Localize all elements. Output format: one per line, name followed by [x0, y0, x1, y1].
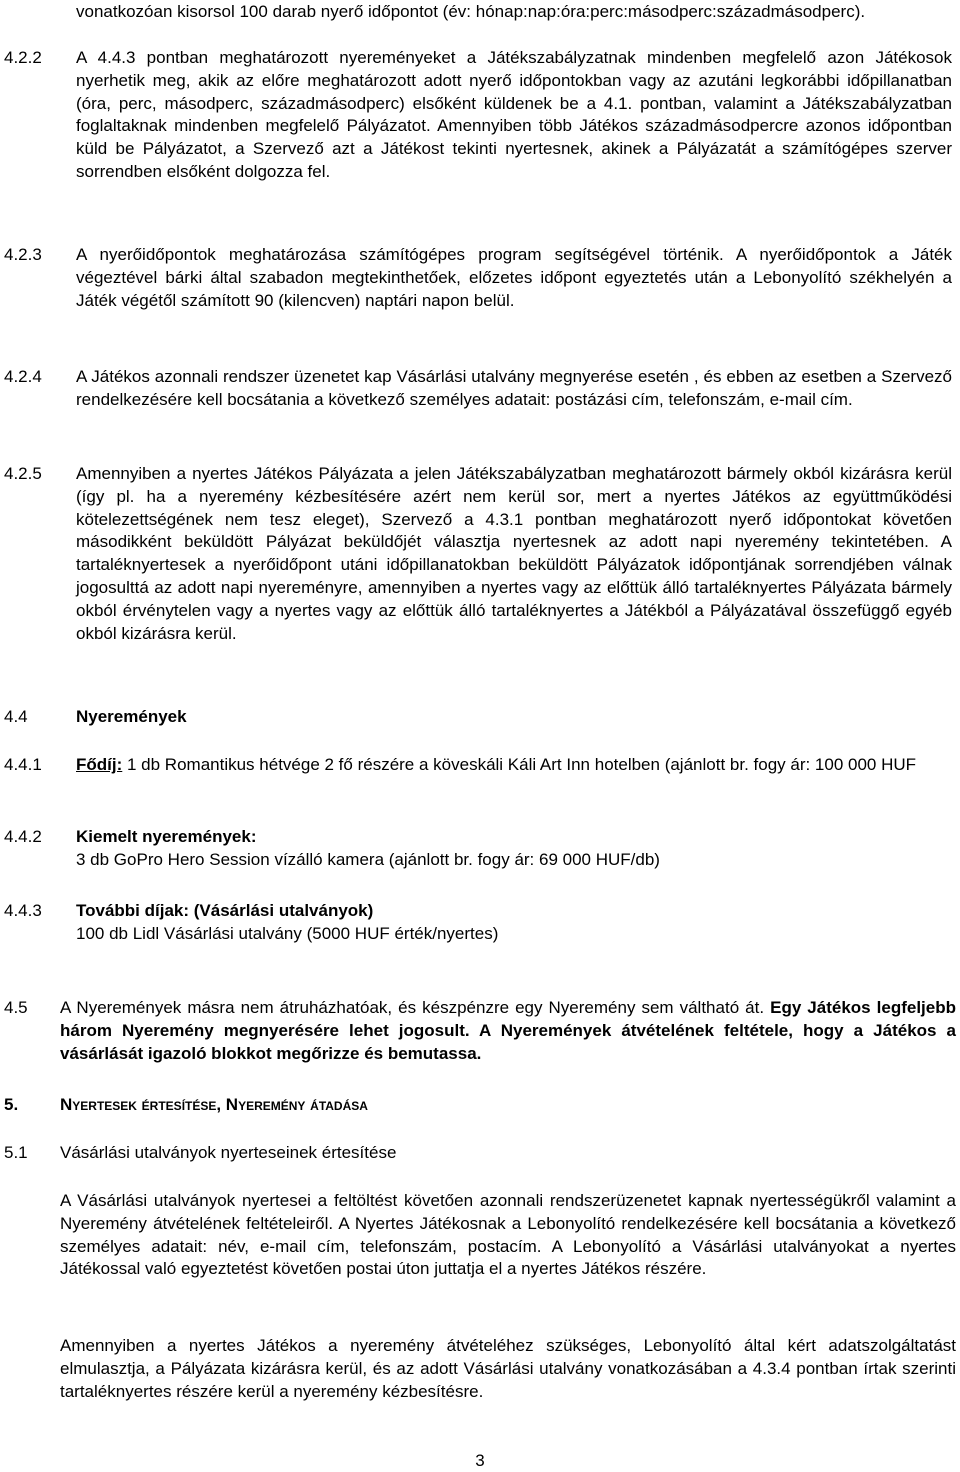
- featured-prizes-label: Kiemelt nyeremények:: [76, 827, 257, 846]
- section-number: 4.4: [4, 707, 28, 726]
- section-number: 5.1: [4, 1143, 28, 1162]
- section-5-1-heading: Vásárlási utalványok nyerteseinek értesítése: [60, 1143, 397, 1162]
- section-4-5-text: [60, 997, 956, 1065]
- section-number: 4.4.1: [4, 755, 42, 774]
- main-prize-label: Fődíj:: [76, 755, 123, 774]
- section-number: 4.4.2: [4, 827, 42, 846]
- section-4-4-heading: Nyeremények: [76, 707, 187, 726]
- additional-prizes-text: 100 db Lidl Vásárlási utalvány (5000 HUF érték/nyertes): [76, 923, 499, 943]
- continuation-text: vonatkozóan kisorsol 100 darab nyerő időpontot (év: hónap:nap:óra:perc:másodperc:századmásodperc).: [76, 2, 866, 21]
- section-4-5-plain: A Nyeremények másra nem átruházhatóak, és készpénzre egy Nyeremény sem váltható át.: [60, 998, 771, 1017]
- section-4-4-2-text: [76, 826, 936, 872]
- section-5-1-paragraph-1: A Vásárlási utalványok nyertesei a feltöltést követően azonnali rendszerüzenetet kapnak nyertességükről valamint a Nyeremény átvételének feltételeiről. A Nyertes Játékosnak a Lebonyolító rendelkezésére kell bocsátania a következő személyes adatait: név, e-mail cím, telefonszám, postacím. A Lebonyolító a Vásárlási utalványokat a nyertes Játékossal való egyeztetést követően postai úton juttatja el a nyertes Játékos részére.: [60, 1191, 956, 1279]
- section-4-2-3-text: A nyerőidőpontok meghatározása számítógépes program segítségével történik. A nyerőidőpontok a Játék végeztével bárki által szabadon megtekinthetőek, előzetes időpont egyeztetés után a Lebonyolító székhelyén a Játék végétől számított 90 (kilencven) naptári napon belül.: [76, 245, 952, 310]
- section-4-2-2-text: A 4.4.3 pontban meghatározott nyereményeket a Játékszabályzatnak mindenben megfelelő azon Játékosok nyerhetik meg, akik az előre meghatározott adott nyerő időpontokban vagy az azutáni legkorábbi időpillanatban (óra, perc, másodperc, századmásodperc) elsőként küldenek be a 4.1. pontban, valamint a Játékszabályzatban foglaltaknak mindenben megfelelő Pályázatot. Amennyiben több Játékos századmásodpercre azonos időpontban küld be Pályázatot, a Szervező azt a Játékost tekinti nyertesnek, akinek a Pályázatát a számítógépes szerver sorrendben elsőként dolgozza fel.: [76, 48, 952, 181]
- section-4-2-5-text: Amennyiben a nyertes Játékos Pályázata a jelen Játékszabályzatban meghatározott bármely okból kizárásra kerül (így pl. ha a nyeremény kézbesítésére azért nem kerül sor, mert a nyertes Játékos az együttműködési kötelezettségének nem tesz eleget), Szervező a 4.3.1 pontban meghatározott nyerő időpontokat követően másodikként beküldött Pályázat beküldőjét választja nyertesnek az adott napi nyeremény tekintetében. A tartaléknyertesek a nyerőidőpont utáni időpillanatokban beküldött Pályázatok időpontjának sorrendjében válnak jogosulttá az adott napi nyereményre, amennyiben a nyertes vagy az előttük álló tartaléknyertes Pályázata bármely okból érvénytelen vagy a nyertes vagy az előttük álló tartaléknyertes a Játékból a Pályázatával összefüggő egyéb okból kizárásra kerül.: [76, 464, 952, 643]
- section-number: 5.: [4, 1095, 19, 1114]
- section-5-1-paragraph-2: Amennyiben a nyertes Játékos a nyeremény átvételéhez szükséges, Lebonyolító által kért adatszolgáltatást elmulasztja, a Pályázata kizárásra kerül, és az adott Vásárlási utalvány vonatkozásában a 4.3.4 pontban írtak szerinti tartaléknyertes részére kerül a nyeremény kézbesítésre.: [60, 1336, 956, 1401]
- section-number: 4.2.2: [4, 48, 42, 67]
- section-5-heading: Nyertesek értesítése, Nyeremény átadása: [60, 1095, 368, 1114]
- featured-prizes-text: 3 db GoPro Hero Session vízálló kamera (ajánlott br. fogy ár: 69 000 HUF/db): [76, 849, 660, 869]
- section-4-5-bold: Egy Játékos legfeljebb három Nyeremény megnyerésére lehet jogosult. A Nyeremények átvételének feltétele, hogy a Játékos a vásárlását igazoló blokkot megőrizze és bemutassa.: [60, 998, 956, 1063]
- section-number: 4.2.3: [4, 245, 42, 264]
- section-number: 4.2.4: [4, 367, 42, 386]
- section-4-2-4-text: A Játékos azonnali rendszer üzenetet kap Vásárlási utalvány megnyerése esetén , és ebben az esetben a Szervező rendelkezésére kell bocsátania a következő személyes adatait: postázási cím, telefonszám, e-mail cím.: [76, 367, 952, 409]
- section-number: 4.2.5: [4, 464, 42, 483]
- page-number: 3: [475, 1451, 485, 1470]
- main-prize-text: 1 db Romantikus hétvége 2 fő részére a köveskáli Káli Art Inn hotelben (ajánlott br. fogy ár: 100 000 HUF: [122, 755, 917, 774]
- additional-prizes-label: További díjak: (Vásárlási utalványok): [76, 901, 374, 920]
- section-number: 4.4.3: [4, 901, 42, 920]
- section-4-4-1-text: [76, 754, 936, 777]
- section-number: 4.5: [4, 998, 28, 1017]
- section-4-2-1-continuation: [76, 1, 952, 24]
- section-4-4-3-text: [76, 900, 936, 946]
